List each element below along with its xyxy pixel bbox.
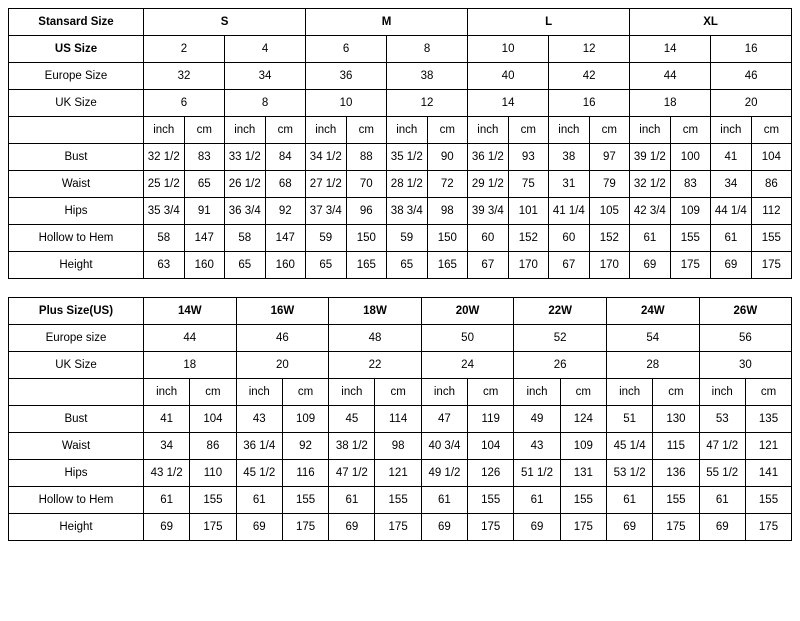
plus-height-val-3: 69 (236, 514, 282, 541)
plus-height-val-1: 69 (144, 514, 190, 541)
bust-val-1: 32 1/2 (144, 144, 185, 171)
uk-size-12: 12 (387, 90, 468, 117)
europe-size-34: 34 (225, 63, 306, 90)
plus-waist-val-2: 86 (190, 433, 236, 460)
bust-val-7: 35 1/2 (387, 144, 428, 171)
hips-val-9: 39 3/4 (468, 198, 509, 225)
plus-unit-cm-4: cm (468, 379, 514, 406)
waist-val-2: 65 (184, 171, 225, 198)
bust-val-5: 34 1/2 (306, 144, 347, 171)
plus-waist-val-8: 104 (468, 433, 514, 460)
hollow-val-6: 150 (346, 225, 387, 252)
europe-size-32: 32 (144, 63, 225, 90)
bust-val-9: 36 1/2 (468, 144, 509, 171)
height-val-13: 69 (630, 252, 671, 279)
plus-waist-val-5: 38 1/2 (329, 433, 375, 460)
europe-size-46: 46 (711, 63, 792, 90)
plus-bust-val-6: 114 (375, 406, 421, 433)
hollow-val-16: 155 (751, 225, 792, 252)
plus-hips-val-8: 126 (468, 460, 514, 487)
plus-europe-size-46: 46 (236, 325, 329, 352)
plus-hips-val-14: 141 (745, 460, 791, 487)
uk-size-18: 18 (630, 90, 711, 117)
plus-hips-val-9: 51 1/2 (514, 460, 560, 487)
plus-hollow-val-3: 61 (236, 487, 282, 514)
uk-size-10: 10 (306, 90, 387, 117)
plus-size-table (8, 297, 792, 541)
plus-height-val-13: 69 (699, 514, 745, 541)
plus-uk-size-22: 22 (329, 352, 422, 379)
us-size-16: 16 (711, 36, 792, 63)
plus-hips-val-10: 131 (560, 460, 606, 487)
plus-row-label-hips: Hips (9, 460, 144, 487)
plus-waist-val-11: 45 1/4 (606, 433, 652, 460)
row-label-bust: Bust (9, 144, 144, 171)
hollow-val-10: 152 (508, 225, 549, 252)
table-separator (8, 279, 792, 297)
hips-val-14: 109 (670, 198, 711, 225)
europe-size-44: 44 (630, 63, 711, 90)
plus-height-val-14: 175 (745, 514, 791, 541)
plus-uk-size-30: 30 (699, 352, 792, 379)
standard-header-label: Stansard Size (9, 9, 144, 36)
table-row-us-size (9, 36, 792, 63)
waist-val-10: 75 (508, 171, 549, 198)
hips-val-6: 96 (346, 198, 387, 225)
plus-height-val-8: 175 (468, 514, 514, 541)
us-size-4: 4 (225, 36, 306, 63)
plus-row-label-waist: Waist (9, 433, 144, 460)
plus-hollow-val-2: 155 (190, 487, 236, 514)
plus-europe-size-54: 54 (606, 325, 699, 352)
size-group-xl: XL (630, 9, 792, 36)
height-val-11: 67 (549, 252, 590, 279)
plus-height-val-11: 69 (606, 514, 652, 541)
hips-val-11: 41 1/4 (549, 198, 590, 225)
hollow-val-5: 59 (306, 225, 347, 252)
height-val-2: 160 (184, 252, 225, 279)
plus-row-label-uk-size: UK Size (9, 352, 144, 379)
waist-val-15: 34 (711, 171, 752, 198)
plus-waist-val-10: 109 (560, 433, 606, 460)
hips-val-1: 35 3/4 (144, 198, 185, 225)
unit-cm-1: cm (184, 117, 225, 144)
plus-height-val-10: 175 (560, 514, 606, 541)
hips-val-7: 38 3/4 (387, 198, 428, 225)
plus-unit-cm-1: cm (190, 379, 236, 406)
bust-val-10: 93 (508, 144, 549, 171)
unit-inch-3: inch (306, 117, 347, 144)
hollow-val-2: 147 (184, 225, 225, 252)
table-row-bust (9, 144, 792, 171)
unit-cm-3: cm (346, 117, 387, 144)
europe-size-36: 36 (306, 63, 387, 90)
plus-waist-val-1: 34 (144, 433, 190, 460)
table-row-plus-hips (9, 460, 792, 487)
plus-unit-cm-6: cm (653, 379, 699, 406)
plus-unit-inch-4: inch (421, 379, 467, 406)
plus-europe-size-48: 48 (329, 325, 422, 352)
plus-bust-val-3: 43 (236, 406, 282, 433)
table-row-standard-header (9, 9, 792, 36)
table-row-plus-units (9, 379, 792, 406)
bust-val-2: 83 (184, 144, 225, 171)
plus-hips-val-5: 47 1/2 (329, 460, 375, 487)
europe-size-42: 42 (549, 63, 630, 90)
waist-val-11: 31 (549, 171, 590, 198)
standard-size-table-wrapper (8, 8, 792, 279)
hips-val-13: 42 3/4 (630, 198, 671, 225)
row-label-uk-size: UK Size (9, 90, 144, 117)
us-size-2: 2 (144, 36, 225, 63)
plus-size-group-20w: 20W (421, 298, 514, 325)
height-val-5: 65 (306, 252, 347, 279)
waist-val-4: 68 (265, 171, 306, 198)
hips-val-2: 91 (184, 198, 225, 225)
plus-europe-size-50: 50 (421, 325, 514, 352)
hips-val-5: 37 3/4 (306, 198, 347, 225)
plus-size-group-22w: 22W (514, 298, 607, 325)
hips-val-12: 105 (589, 198, 630, 225)
plus-hips-val-12: 136 (653, 460, 699, 487)
table-row-hollow-to-hem (9, 225, 792, 252)
plus-bust-val-2: 104 (190, 406, 236, 433)
plus-waist-val-7: 40 3/4 (421, 433, 467, 460)
plus-unit-cm-3: cm (375, 379, 421, 406)
unit-cm-7: cm (670, 117, 711, 144)
plus-unit-cm-7: cm (745, 379, 791, 406)
us-size-6: 6 (306, 36, 387, 63)
table-row-plus-waist (9, 433, 792, 460)
unit-cm-5: cm (508, 117, 549, 144)
unit-inch-1: inch (144, 117, 185, 144)
height-val-10: 170 (508, 252, 549, 279)
plus-unit-inch-7: inch (699, 379, 745, 406)
plus-bust-val-8: 119 (468, 406, 514, 433)
plus-hips-val-2: 110 (190, 460, 236, 487)
plus-europe-size-56: 56 (699, 325, 792, 352)
plus-height-val-6: 175 (375, 514, 421, 541)
bust-val-12: 97 (589, 144, 630, 171)
us-size-8: 8 (387, 36, 468, 63)
size-group-s: S (144, 9, 306, 36)
plus-bust-val-10: 124 (560, 406, 606, 433)
plus-hollow-val-8: 155 (468, 487, 514, 514)
plus-row-label-bust: Bust (9, 406, 144, 433)
plus-unit-inch-5: inch (514, 379, 560, 406)
hips-val-16: 112 (751, 198, 792, 225)
plus-hollow-val-5: 61 (329, 487, 375, 514)
hollow-val-12: 152 (589, 225, 630, 252)
uk-size-20: 20 (711, 90, 792, 117)
plus-size-group-24w: 24W (606, 298, 699, 325)
waist-val-9: 29 1/2 (468, 171, 509, 198)
table-row-plus-height (9, 514, 792, 541)
uk-size-6: 6 (144, 90, 225, 117)
plus-bust-val-11: 51 (606, 406, 652, 433)
unit-inch-2: inch (225, 117, 266, 144)
plus-unit-inch-2: inch (236, 379, 282, 406)
table-row-units (9, 117, 792, 144)
table-row-plus-hollow-to-hem (9, 487, 792, 514)
hips-val-4: 92 (265, 198, 306, 225)
unit-inch-4: inch (387, 117, 428, 144)
uk-size-14: 14 (468, 90, 549, 117)
bust-val-13: 39 1/2 (630, 144, 671, 171)
bust-val-15: 41 (711, 144, 752, 171)
plus-uk-size-26: 26 (514, 352, 607, 379)
plus-unit-inch-6: inch (606, 379, 652, 406)
plus-hollow-val-4: 155 (282, 487, 328, 514)
hips-val-15: 44 1/4 (711, 198, 752, 225)
height-val-6: 165 (346, 252, 387, 279)
plus-bust-val-12: 130 (653, 406, 699, 433)
plus-waist-val-6: 98 (375, 433, 421, 460)
plus-waist-val-12: 115 (653, 433, 699, 460)
height-val-16: 175 (751, 252, 792, 279)
unit-inch-8: inch (711, 117, 752, 144)
plus-size-group-14w: 14W (144, 298, 237, 325)
size-group-m: M (306, 9, 468, 36)
waist-val-3: 26 1/2 (225, 171, 266, 198)
plus-height-val-2: 175 (190, 514, 236, 541)
standard-size-table (8, 8, 792, 279)
plus-waist-val-4: 92 (282, 433, 328, 460)
plus-hips-val-4: 116 (282, 460, 328, 487)
europe-size-38: 38 (387, 63, 468, 90)
plus-hollow-val-11: 61 (606, 487, 652, 514)
table-row-plus-header (9, 298, 792, 325)
height-val-3: 65 (225, 252, 266, 279)
plus-row-label-europe-size: Europe size (9, 325, 144, 352)
plus-hollow-val-1: 61 (144, 487, 190, 514)
plus-units-row-label (9, 379, 144, 406)
hips-val-10: 101 (508, 198, 549, 225)
hollow-val-4: 147 (265, 225, 306, 252)
waist-val-6: 70 (346, 171, 387, 198)
plus-hips-val-13: 55 1/2 (699, 460, 745, 487)
plus-unit-cm-2: cm (282, 379, 328, 406)
plus-bust-val-5: 45 (329, 406, 375, 433)
hollow-val-8: 150 (427, 225, 468, 252)
plus-header-label: Plus Size(US) (9, 298, 144, 325)
height-val-4: 160 (265, 252, 306, 279)
bust-val-14: 100 (670, 144, 711, 171)
plus-hollow-val-13: 61 (699, 487, 745, 514)
waist-val-7: 28 1/2 (387, 171, 428, 198)
plus-size-group-16w: 16W (236, 298, 329, 325)
plus-uk-size-20: 20 (236, 352, 329, 379)
plus-height-val-4: 175 (282, 514, 328, 541)
plus-row-label-height: Height (9, 514, 144, 541)
plus-hollow-val-9: 61 (514, 487, 560, 514)
units-row-label (9, 117, 144, 144)
table-row-hips (9, 198, 792, 225)
unit-cm-6: cm (589, 117, 630, 144)
plus-height-val-7: 69 (421, 514, 467, 541)
plus-hollow-val-6: 155 (375, 487, 421, 514)
height-val-14: 175 (670, 252, 711, 279)
hollow-val-3: 58 (225, 225, 266, 252)
plus-row-label-hollow-to-hem: Hollow to Hem (9, 487, 144, 514)
plus-unit-cm-5: cm (560, 379, 606, 406)
bust-val-8: 90 (427, 144, 468, 171)
us-size-10: 10 (468, 36, 549, 63)
waist-val-12: 79 (589, 171, 630, 198)
table-row-waist (9, 171, 792, 198)
plus-hollow-val-10: 155 (560, 487, 606, 514)
plus-unit-inch-3: inch (329, 379, 375, 406)
bust-val-16: 104 (751, 144, 792, 171)
height-val-15: 69 (711, 252, 752, 279)
plus-europe-size-44: 44 (144, 325, 237, 352)
plus-waist-val-14: 121 (745, 433, 791, 460)
waist-val-1: 25 1/2 (144, 171, 185, 198)
bust-val-3: 33 1/2 (225, 144, 266, 171)
unit-inch-6: inch (549, 117, 590, 144)
us-size-12: 12 (549, 36, 630, 63)
plus-hips-val-3: 45 1/2 (236, 460, 282, 487)
bust-val-4: 84 (265, 144, 306, 171)
row-label-hollow-to-hem: Hollow to Hem (9, 225, 144, 252)
height-val-9: 67 (468, 252, 509, 279)
table-row-height (9, 252, 792, 279)
unit-cm-4: cm (427, 117, 468, 144)
plus-unit-inch-1: inch (144, 379, 190, 406)
unit-cm-8: cm (751, 117, 792, 144)
plus-waist-val-3: 36 1/4 (236, 433, 282, 460)
plus-hips-val-6: 121 (375, 460, 421, 487)
hollow-val-13: 61 (630, 225, 671, 252)
uk-size-8: 8 (225, 90, 306, 117)
table-row-plus-europe-size (9, 325, 792, 352)
plus-waist-val-13: 47 1/2 (699, 433, 745, 460)
hollow-val-9: 60 (468, 225, 509, 252)
bust-val-6: 88 (346, 144, 387, 171)
plus-bust-val-13: 53 (699, 406, 745, 433)
uk-size-16: 16 (549, 90, 630, 117)
row-label-europe-size: Europe Size (9, 63, 144, 90)
plus-height-val-5: 69 (329, 514, 375, 541)
plus-hips-val-11: 53 1/2 (606, 460, 652, 487)
plus-waist-val-9: 43 (514, 433, 560, 460)
hips-val-8: 98 (427, 198, 468, 225)
hollow-val-1: 58 (144, 225, 185, 252)
height-val-8: 165 (427, 252, 468, 279)
plus-height-val-9: 69 (514, 514, 560, 541)
bust-val-11: 38 (549, 144, 590, 171)
europe-size-40: 40 (468, 63, 549, 90)
plus-size-group-18w: 18W (329, 298, 422, 325)
height-val-12: 170 (589, 252, 630, 279)
hollow-val-15: 61 (711, 225, 752, 252)
unit-cm-2: cm (265, 117, 306, 144)
plus-size-table-wrapper (8, 297, 792, 541)
table-row-uk-size (9, 90, 792, 117)
hollow-val-14: 155 (670, 225, 711, 252)
unit-inch-5: inch (468, 117, 509, 144)
plus-hips-val-1: 43 1/2 (144, 460, 190, 487)
row-label-hips: Hips (9, 198, 144, 225)
waist-val-5: 27 1/2 (306, 171, 347, 198)
hips-val-3: 36 3/4 (225, 198, 266, 225)
plus-bust-val-14: 135 (745, 406, 791, 433)
table-row-europe-size (9, 63, 792, 90)
plus-europe-size-52: 52 (514, 325, 607, 352)
table-row-plus-bust (9, 406, 792, 433)
plus-bust-val-4: 109 (282, 406, 328, 433)
row-label-height: Height (9, 252, 144, 279)
row-label-waist: Waist (9, 171, 144, 198)
hollow-val-7: 59 (387, 225, 428, 252)
waist-val-13: 32 1/2 (630, 171, 671, 198)
waist-val-14: 83 (670, 171, 711, 198)
plus-bust-val-1: 41 (144, 406, 190, 433)
plus-hollow-val-14: 155 (745, 487, 791, 514)
plus-size-group-26w: 26W (699, 298, 792, 325)
plus-bust-val-7: 47 (421, 406, 467, 433)
hollow-val-11: 60 (549, 225, 590, 252)
plus-hollow-val-7: 61 (421, 487, 467, 514)
row-label-us-size: US Size (9, 36, 144, 63)
size-group-l: L (468, 9, 630, 36)
table-row-plus-uk-size (9, 352, 792, 379)
plus-hips-val-7: 49 1/2 (421, 460, 467, 487)
us-size-14: 14 (630, 36, 711, 63)
waist-val-8: 72 (427, 171, 468, 198)
height-val-1: 63 (144, 252, 185, 279)
height-val-7: 65 (387, 252, 428, 279)
plus-uk-size-28: 28 (606, 352, 699, 379)
plus-bust-val-9: 49 (514, 406, 560, 433)
plus-uk-size-24: 24 (421, 352, 514, 379)
plus-hollow-val-12: 155 (653, 487, 699, 514)
waist-val-16: 86 (751, 171, 792, 198)
plus-height-val-12: 175 (653, 514, 699, 541)
plus-uk-size-18: 18 (144, 352, 237, 379)
unit-inch-7: inch (630, 117, 671, 144)
